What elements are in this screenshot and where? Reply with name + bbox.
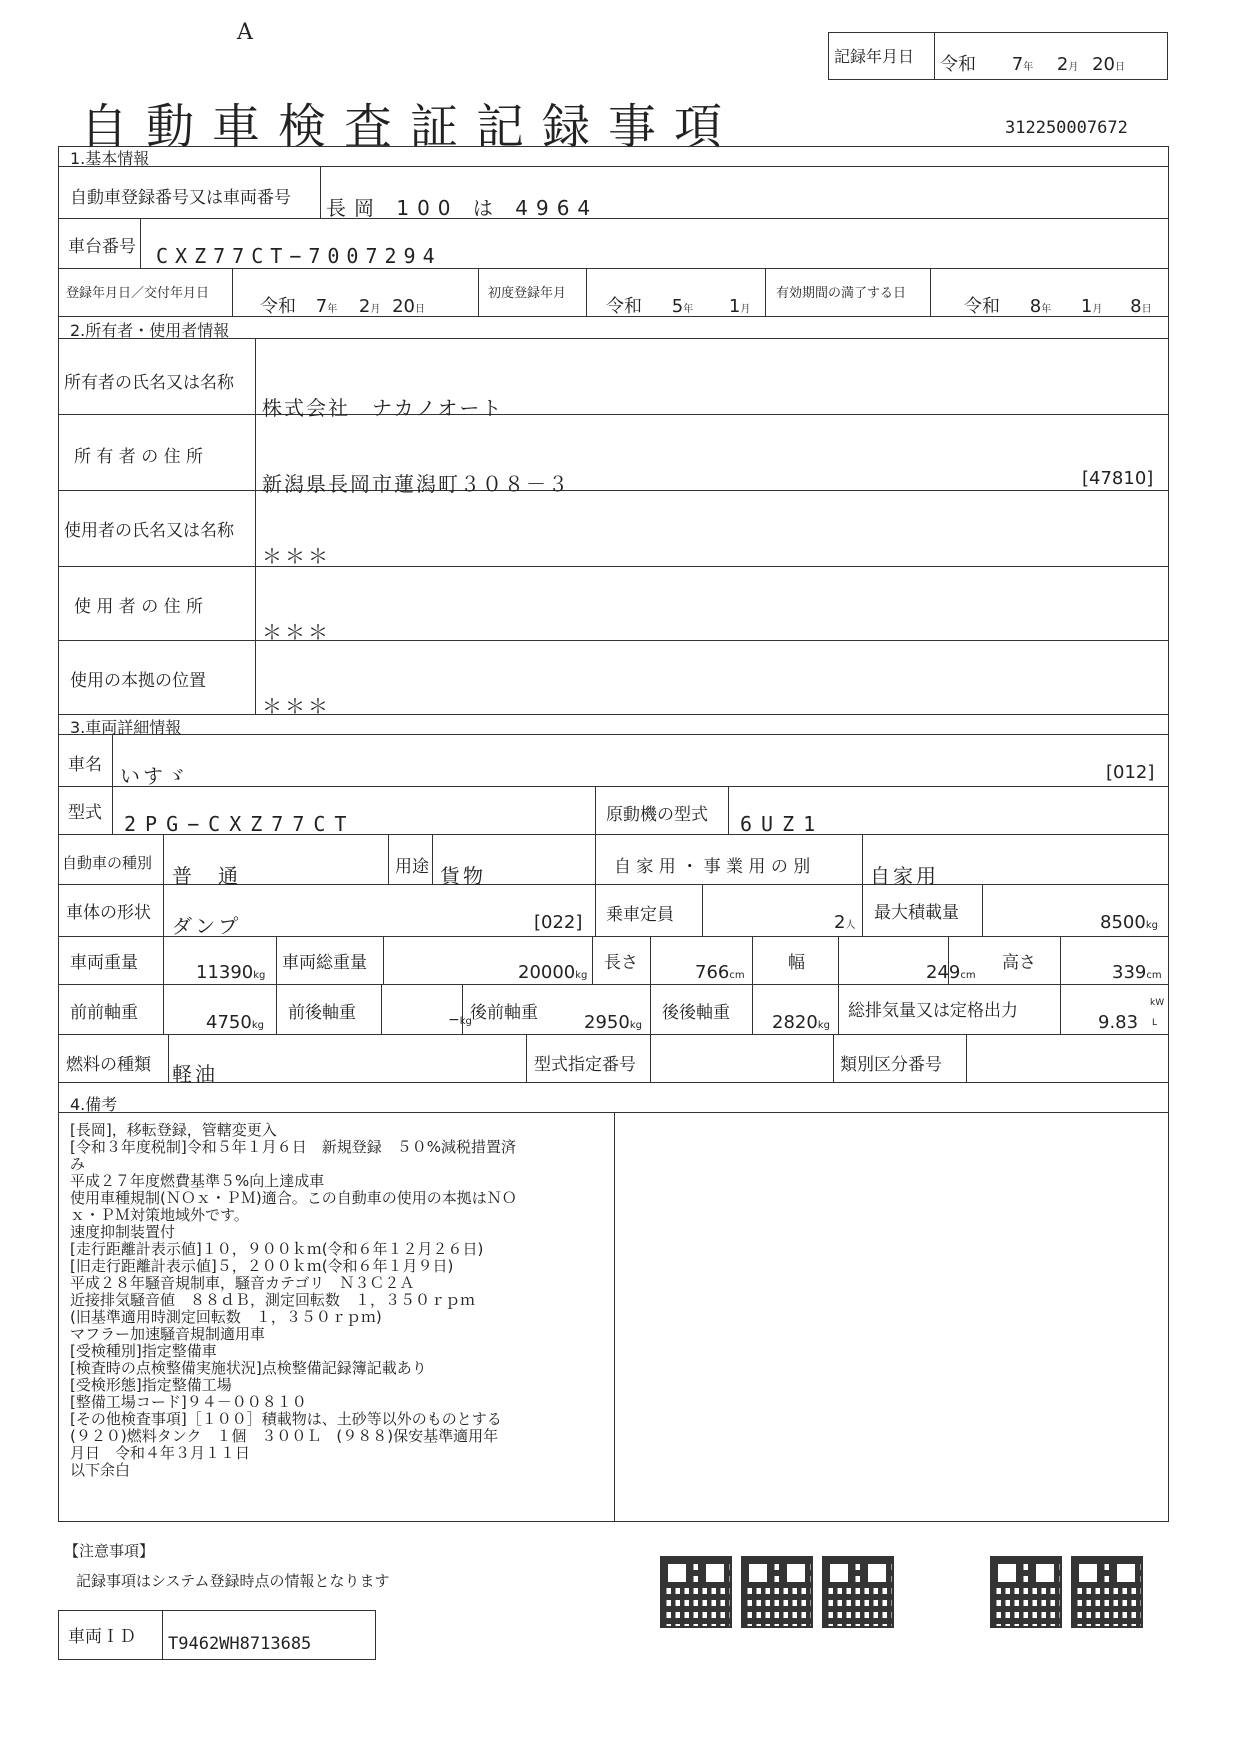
section3-heading: 3.車両詳細情報 [70,718,182,737]
remarks-line: 平成２７年度燃費基準５%向上達成車 [70,1172,325,1190]
remarks-line: [受検形態]指定整備工場 [70,1376,232,1394]
expiry-date: 令和 8年 1月 8日 [964,296,1152,317]
section4-heading: 4.備考 [70,1095,118,1114]
record-date: 令和 7年 2月 20日 [940,54,1126,75]
user-address: ＊＊＊ [262,620,331,644]
category-label: 類別区分番号 [840,1055,942,1075]
vehicle-kind-label: 自動車の種別 [62,854,153,872]
capacity: 2人 [834,912,856,933]
form-mark: A [237,20,253,45]
model: 2PG−CXZ77CT [124,812,356,836]
vehicle-id: T9462WH8713685 [168,1634,312,1654]
private-business: 自家用 [870,864,939,888]
car-name-code: [012] [1106,762,1155,783]
width-label: 幅 [788,953,805,973]
vehicle-id-label: 車両ＩＤ [68,1627,136,1647]
length-label: 長さ [604,953,638,973]
remarks-line: (９２０)燃料タンク １個 ３００Ｌ (９８８)保安基準適用年 [70,1427,499,1445]
remarks-line: [旧走行距離計表示値]５，２００ｋｍ(令和６年１月９日) [70,1257,454,1275]
remarks-line: [検査時の点検整備実施状況]点検整備記録簿記載あり [70,1359,427,1377]
front-rear-axle-label: 前後軸重 [288,1003,356,1023]
front-front-axle-label: 前前軸重 [70,1003,138,1023]
use-label: 用途 [395,857,429,877]
height: 339cm [1112,962,1162,983]
use: 貨物 [440,864,486,888]
type-designation-label: 型式指定番号 [534,1055,636,1075]
rear-front-axle-label: 後前軸重 [470,1003,538,1023]
user-name: ＊＊＊ [262,544,331,568]
body-shape-code: [022] [534,912,583,933]
remarks-line: [走行距離計表示値]１０，９００ｋｍ(令和６年１２月２６日) [70,1240,484,1258]
remarks-line: 近接排気騒音値 ８８ｄＢ，測定回転数 １，３５０ｒｐｍ [70,1291,476,1309]
height-label: 高さ [1002,953,1036,973]
remarks-line: [令和３年度税制]令和５年１月６日 新規登録 ５０%減税措置済 [70,1138,516,1156]
car-name-label: 車名 [68,755,102,775]
chassis-label: 車台番号 [68,237,136,257]
owner-address-label: 所 有 者 の 住 所 [74,447,204,467]
remarks-line: 平成２８年騒音規制車，騒音カテゴリ Ｎ３Ｃ２Ａ [70,1274,415,1292]
remarks-line: 使用車種規制(ＮＯｘ・ＰＭ)適合。この自動車の使用の本拠はＮＯ [70,1189,517,1207]
unit-kw: kW [1150,998,1165,1008]
displacement: 9.83 [1098,1012,1139,1033]
user-name-label: 使用者の氏名又は名称 [64,521,234,541]
fuel: 軽油 [172,1062,218,1086]
notice-title: 【注意事項】 [64,1542,155,1560]
gross-weight: 20000kg [518,962,588,983]
user-address-label: 使 用 者 の 住 所 [74,597,204,617]
first-reg: 令和 5年 1月 [606,296,751,317]
engine-label: 原動機の型式 [606,805,708,825]
remarks-text [70,1122,620,1479]
remarks-line: ｘ・ＰＭ対策地域外です。 [70,1206,249,1224]
capacity-label: 乗車定員 [606,905,674,925]
rear-rear-axle: 2820kg [772,1012,830,1033]
rear-rear-axle-label: 後後軸重 [662,1003,730,1023]
qr-code-1-icon [660,1556,732,1628]
car-name: いすゞ [120,764,189,788]
body-shape-label: 車体の形状 [66,903,151,923]
section1-heading: 1.基本情報 [70,149,150,168]
rear-front-axle: 2950kg [584,1012,642,1033]
max-load-label: 最大積載量 [874,903,959,923]
model-label: 型式 [68,803,102,823]
reg-no: 長岡 100 は 4964 [326,196,599,220]
weight: 11390kg [196,962,266,983]
displacement-label: 総排気量又は定格出力 [848,1001,1018,1021]
width: 249cm [926,962,976,983]
vehicle-kind: 普 通 [172,864,241,888]
notice-text: 記録事項はシステム登録時点の情報となります [76,1572,390,1590]
chassis-number: CXZ77CT−7007294 [156,244,442,268]
owner-name-label: 所有者の氏名又は名称 [64,373,234,393]
reg-date-label: 登録年月日／交付年月日 [66,286,210,301]
owner-address-code: [47810] [1082,468,1154,489]
remarks-line: み [70,1155,86,1173]
remarks-line: マフラー加速騒音規制適用車 [70,1325,266,1343]
remarks-line: 以下余白 [70,1461,131,1479]
document-title: 自動車検査証記録事項 [80,99,741,155]
engine-model: 6UZ1 [740,812,825,836]
front-front-axle: 4750kg [206,1012,264,1033]
length: 766cm [695,962,745,983]
remarks-line: 速度抑制装置付 [70,1223,176,1241]
remarks-line: [整備工場コード]９４－００８１０ [70,1393,307,1411]
reg-no-label: 自動車登録番号又は車両番号 [70,188,291,208]
remarks-line: (旧基準適用時測定回転数 １，３５０ｒｐｍ) [70,1308,382,1326]
qr-code-3-icon [822,1556,894,1628]
owner-address: 新潟県長岡市蓮潟町３０８－３ [262,472,570,496]
remarks-line: 月日 令和４年３月１１日 [70,1444,251,1462]
weight-label: 車両重量 [70,953,138,973]
record-date-label: 記録年月日 [834,47,915,66]
fuel-label: 燃料の種類 [66,1055,151,1075]
base-location: ＊＊＊ [262,694,331,718]
body-shape: ダンプ [172,914,242,938]
front-rear-axle: −kg [448,1012,472,1028]
qr-code-5-icon [1071,1556,1143,1628]
remarks-line: [その他検査事項]［１００］積載物は、土砂等以外のものとする [70,1410,502,1428]
remarks-line: [受検種別]指定整備車 [70,1342,217,1360]
unit-l: L [1152,1018,1158,1028]
base-location-label: 使用の本拠の位置 [70,671,206,691]
qr-code-2-icon [741,1556,813,1628]
expiry-label: 有効期間の満了する日 [776,286,907,301]
owner-name: 株式会社 ナカノオート [262,396,504,420]
gross-weight-label: 車両総重量 [282,953,367,973]
document-number: 312250007672 [1005,118,1128,138]
first-reg-label: 初度登録年月 [488,286,567,301]
private-business-label: 自 家 用 ・ 事 業 用 の 別 [614,857,811,877]
max-load: 8500kg [1100,912,1158,933]
qr-code-4-icon [990,1556,1062,1628]
remarks-line: [長岡]，移転登録，管轄変更入 [70,1121,277,1139]
section2-heading: 2.所有者・使用者情報 [70,321,230,340]
reg-date: 令和 7年 2月 20日 [260,296,426,317]
